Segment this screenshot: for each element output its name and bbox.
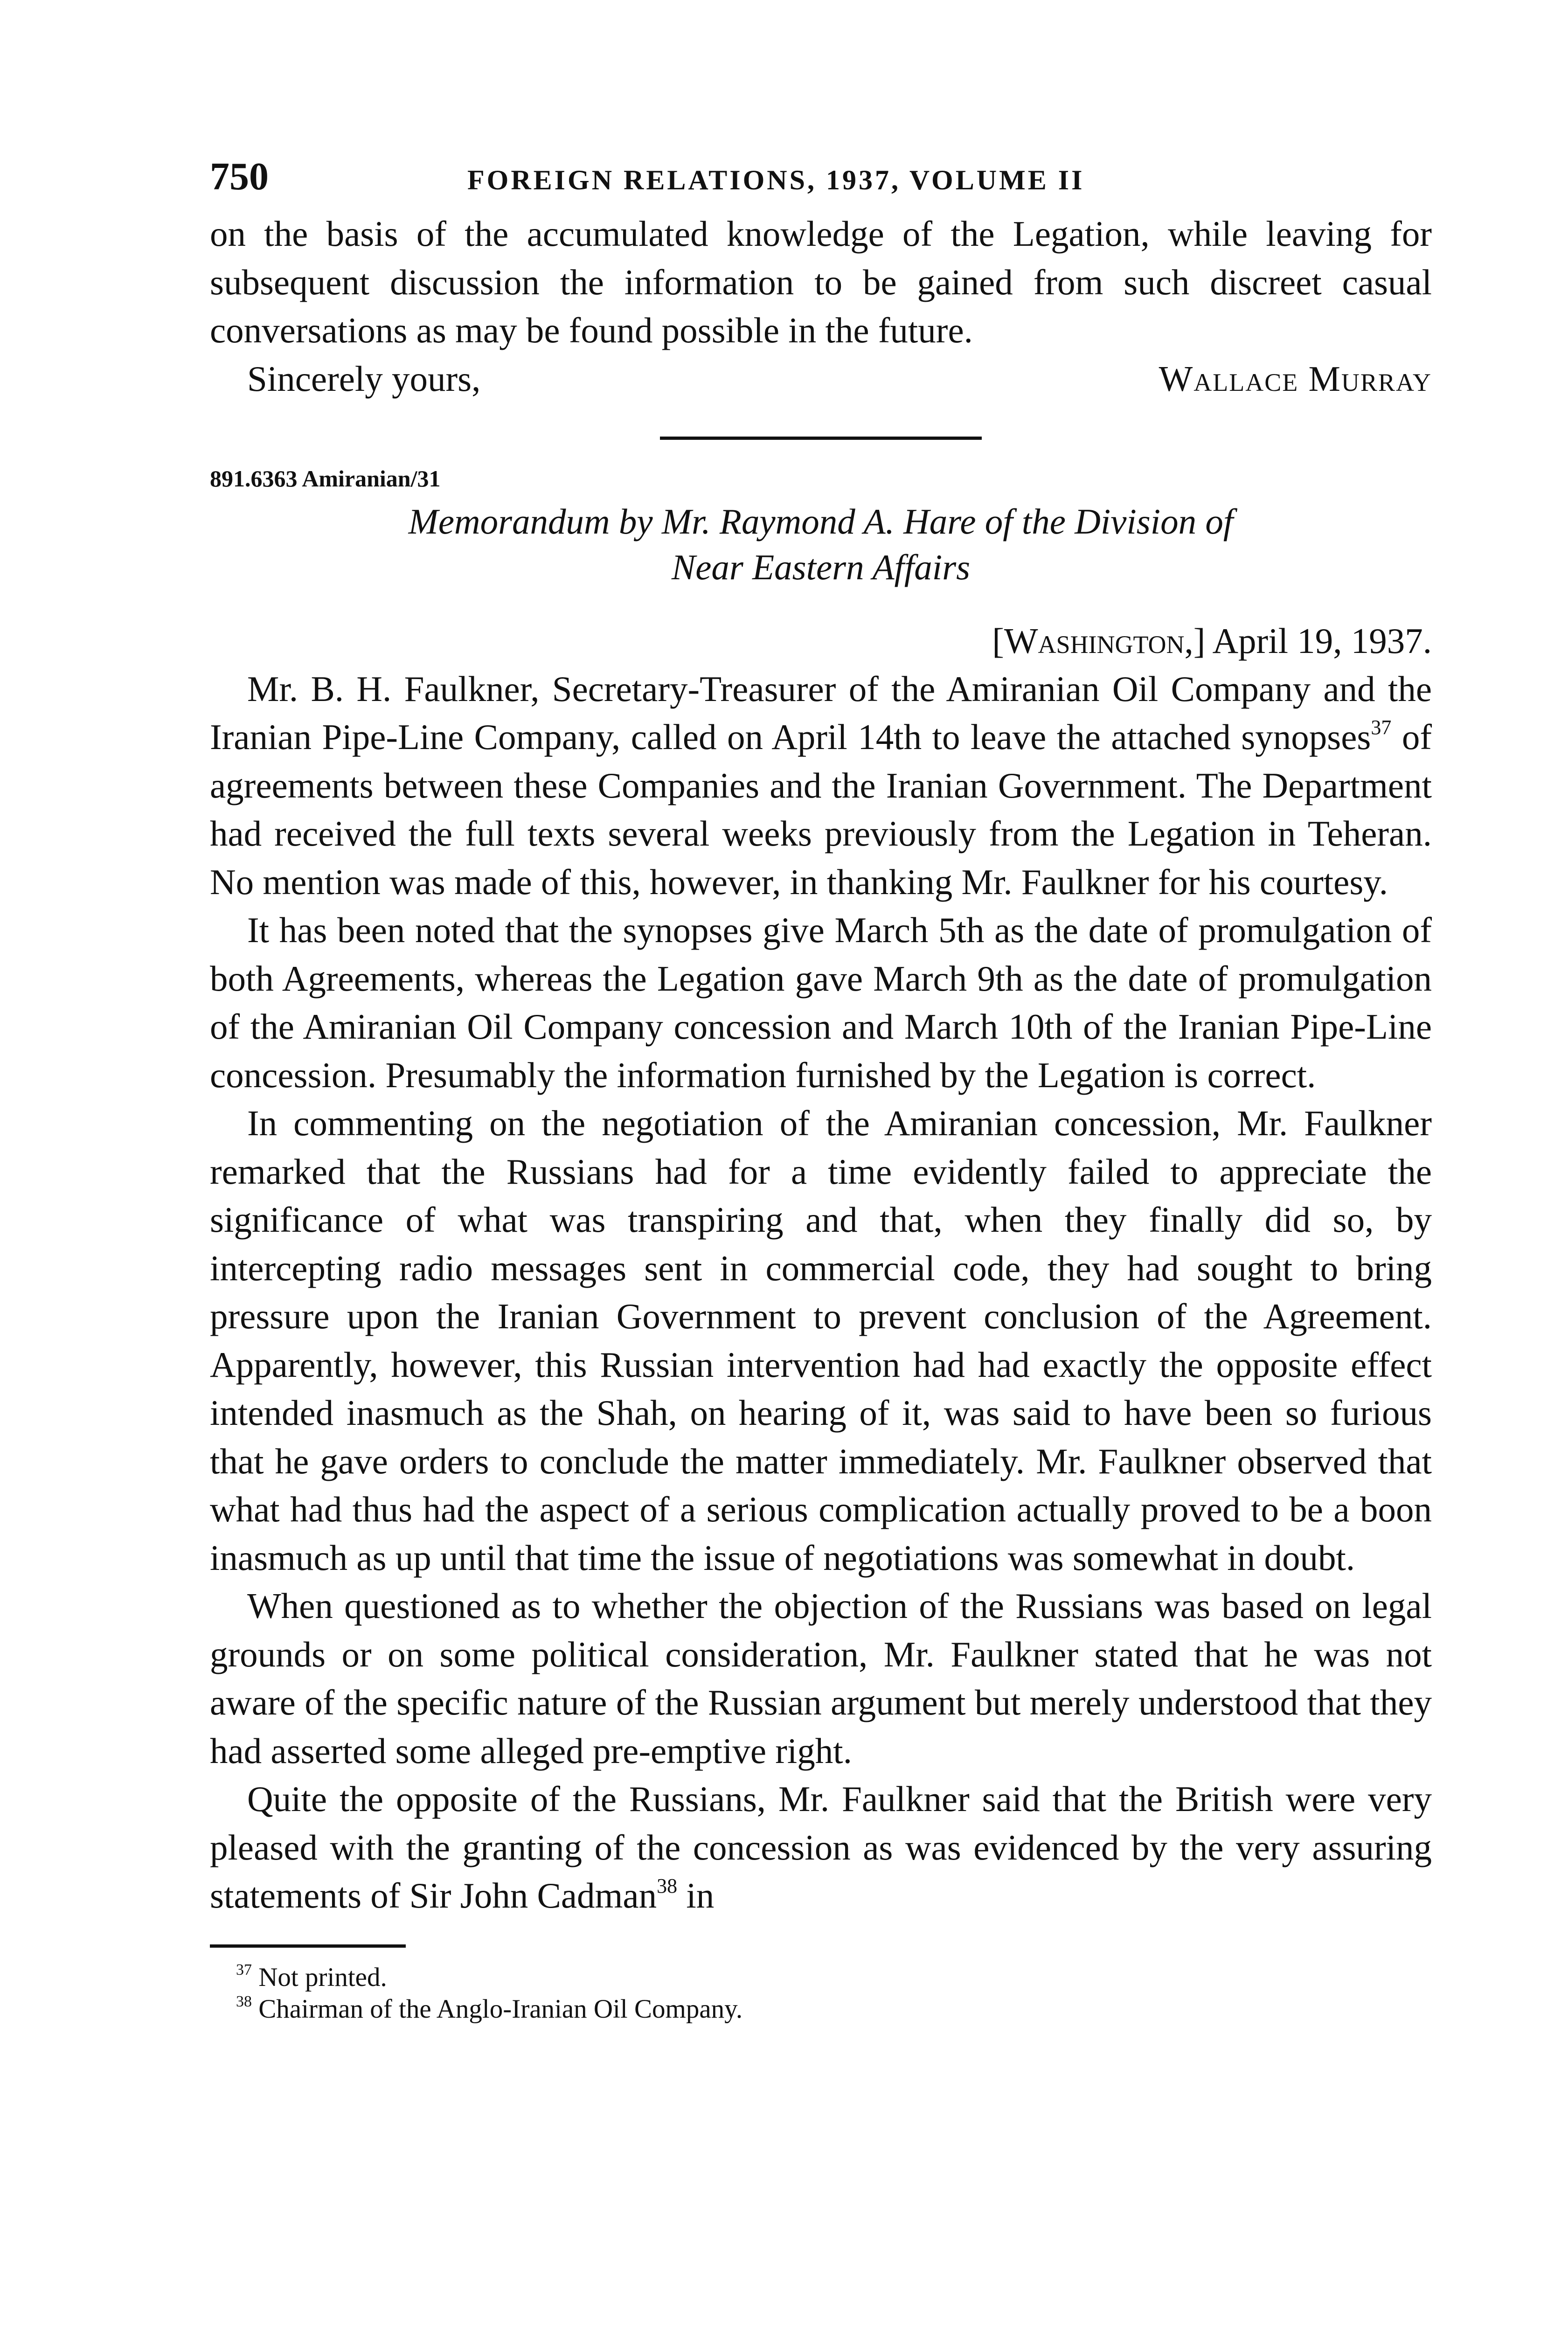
- body-paragraph-4: When questioned as to whether the objection of the Russians was based on legal grounds or on some political consideration, Mr. Faulkner stated that he was not aware of the specific nature of the Russian argument but merely understood that they had asserted some alleged pre-emptive right.: [210, 1586, 1432, 1771]
- letter-closing-paragraph: on the basis of the accumulated knowledge of the Legation, while leaving for subsequent discussion the information to be gained from such discreet casual conversations as may be found possible in the future.: [210, 214, 1432, 350]
- footnote-marker: 38: [236, 1992, 252, 2010]
- footnote-ref-37: 37: [1371, 716, 1392, 739]
- dateline-place: Washington,: [1004, 620, 1193, 661]
- paragraph-5-text-a: Quite the opposite of the Russians, Mr. Faulkner said that the British were very pleased with the granting of the concession as was evidenced by the very assuring statements of Sir John Cadman: [210, 1779, 1432, 1916]
- running-title: FOREIGN RELATIONS, 1937, VOLUME II: [467, 165, 1085, 195]
- body-paragraph-5: [210, 1775, 1432, 1920]
- paragraph-1-text-b: of agreements between these Companies and the Iranian Government. The Department had received the full texts several weeks previously from the Legation in Teheran. No mention was made of this, however, in thanking Mr. Faulkner for his courtesy.: [210, 717, 1432, 902]
- body-paragraph-2: It has been noted that the synopses give March 5th as the date of promulgation of both Agreements, whereas the Legation gave March 9th as the date of promulgation of the Amiranian Oil Company concession and March 10th of the Iranian Pipe-Line concession. Presumably the information furnished by the Legation is correct.: [210, 910, 1432, 1095]
- memo-title-line-2: Near Eastern Affairs: [671, 547, 971, 587]
- paragraph-5-text-b: in: [677, 1875, 715, 1916]
- footnote-divider: [210, 1944, 406, 1948]
- file-reference: 891.6363 Amiranian/31: [210, 465, 441, 492]
- footnote-text: Chairman of the Anglo-Iranian Oil Company.: [252, 1994, 743, 2024]
- paragraph-1-text-a: Mr. B. H. Faulkner, Secretary-Treasurer of the Amiranian Oil Company and the Iranian Pipe-Line Company, called on April 14th to leave the attached synopses: [210, 668, 1432, 757]
- body-paragraph-3: In commenting on the negotiation of the Amiranian concession, Mr. Faulkner remarked that the Russians had for a time evidently failed to appreciate the significance of what was transpiring and that, when they finally did so, by intercepting radio messages sent in commercial code, they had sought to bring pressure upon the Iranian Government to prevent conclusion of the Agreement. Apparently, however, this Russian intervention had had exactly the opposite effect intended inasmuch as the Shah, on hearing of it, was said to have been so furious that he gave orders to conclude the matter immediately. Mr. Faulkner observed that what had thus had the aspect of a serious complication actually proved to be a boon inasmuch as up until that time the issue of negotiations was somewhat in doubt.: [210, 1103, 1432, 1578]
- body-paragraph-1: [210, 665, 1432, 907]
- page-number: 750: [210, 155, 269, 198]
- document-page: [210, 154, 1432, 2025]
- dateline: [Washington,] April 19, 1937.: [992, 620, 1432, 661]
- page-header: [210, 154, 1432, 210]
- footnote-ref-38: 38: [657, 1874, 678, 1897]
- letter-closing: [247, 355, 1432, 403]
- closing-phrase: Sincerely yours,: [247, 358, 481, 399]
- footnote-37: [236, 1962, 1432, 1993]
- signature: Wallace Murray: [1159, 358, 1432, 399]
- memo-title: [210, 499, 1432, 590]
- footnote-marker: 37: [236, 1961, 252, 1978]
- memo-title-line-1: Memorandum by Mr. Raymond A. Hare of the Division of: [408, 501, 1234, 541]
- footnote-text: Not printed.: [252, 1962, 387, 1992]
- section-divider: [660, 437, 982, 440]
- footnote-38: [236, 1993, 1432, 2025]
- dateline-date: April 19, 1937.: [1205, 620, 1432, 661]
